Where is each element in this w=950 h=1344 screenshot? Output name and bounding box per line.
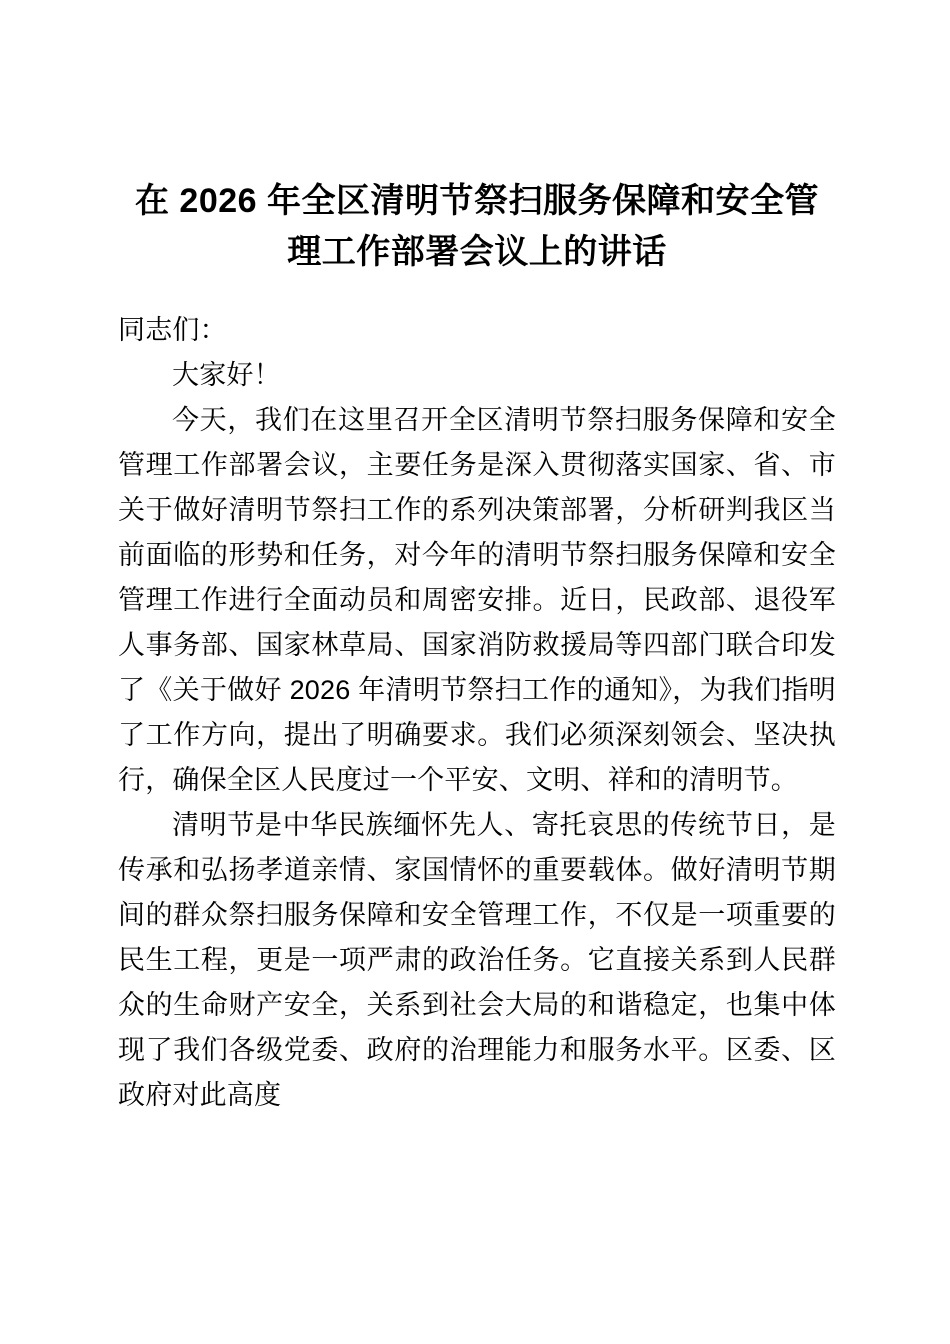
document-content (118, 176, 836, 1118)
document-title: 在 2026 年全区清明节祭扫服务保障和安全管理工作部署会议上的讲话 (134, 182, 820, 271)
greeting-paragraph: 大家好！ (172, 360, 281, 390)
salutation: 同志们： (118, 315, 227, 345)
body-paragraph-2: 清明节是中华民族缅怀先人、寄托哀思的传统节日，是传承和弘扬孝道亲情、家国情怀的重要载体。做好清明节期间的群众祭扫服务保障和安全管理工作，不仅是一项重要的民生工程，更是一项严肃的政治任务。它直接关系到人民群众的生命财产安全，关系到社会大局的和谐稳定，也集中体现了我们各级党委、政府的治理能力和服务水平。区委、区政府对此高度 (118, 810, 836, 1110)
body-paragraph-1: 今天，我们在这里召开全区清明节祭扫服务保障和安全管理工作部署会议，主要任务是深入贯彻落实国家、省、市关于做好清明节祭扫工作的系列决策部署，分析研判我区当前面临的形势和任务，对今年的清明节祭扫服务保障和安全管理工作进行全面动员和周密安排。近日，民政部、退役军人事务部、国家林草局、国家消防救援局等四部门联合印发了《关于做好 2026 年清明节祭扫工作的通知》，为我们指明了工作方向，提出了明确要求。我们必须深刻领会、坚决执行，确保全区人民度过一个平安、文明、祥和的清明节。 (118, 405, 836, 795)
